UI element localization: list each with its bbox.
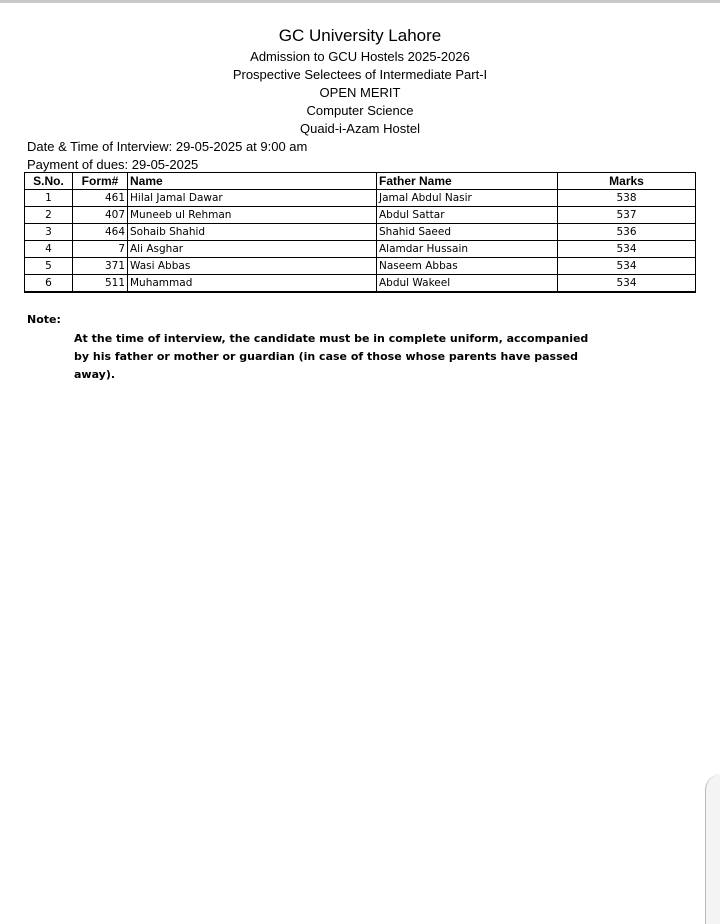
cell-sno: 5	[25, 258, 73, 275]
cell-sno: 6	[25, 275, 73, 293]
cell-marks: 538	[558, 190, 696, 207]
header-sno: S.No.	[25, 173, 73, 190]
cell-father-name: Abdul Wakeel	[377, 275, 558, 293]
admission-heading: Admission to GCU Hostels 2025-2026	[250, 49, 470, 64]
cell-form: 461	[73, 190, 128, 207]
table-header-row	[25, 173, 696, 190]
cell-father-name: Jamal Abdul Nasir	[377, 190, 558, 207]
top-border	[0, 0, 720, 3]
cell-name: Hilal Jamal Dawar	[128, 190, 377, 207]
cell-form: 407	[73, 207, 128, 224]
cell-name: Wasi Abbas	[128, 258, 377, 275]
header-marks: Marks	[558, 173, 696, 190]
table-row	[25, 275, 696, 293]
cell-name: Muhammad	[128, 275, 377, 293]
prospective-heading: Prospective Selectees of Intermediate Part-I	[232, 67, 488, 82]
cell-sno: 4	[25, 241, 73, 258]
page-curl	[705, 774, 720, 924]
cell-sno: 3	[25, 224, 73, 241]
table-row	[25, 207, 696, 224]
cell-marks: 534	[558, 241, 696, 258]
header-name: Name	[128, 173, 377, 190]
cell-father-name: Alamdar Hussain	[377, 241, 558, 258]
cell-sno: 2	[25, 207, 73, 224]
cell-marks: 536	[558, 224, 696, 241]
header-father-name: Father Name	[377, 173, 558, 190]
cell-father-name: Abdul Sattar	[377, 207, 558, 224]
cell-name: Ali Asghar	[128, 241, 377, 258]
payment-date: Payment of dues: 29-05-2025	[27, 157, 199, 172]
cell-name: Muneeb ul Rehman	[128, 207, 377, 224]
university-title: GC University Lahore	[278, 26, 442, 45]
cell-father-name: Naseem Abbas	[377, 258, 558, 275]
hostel-heading: Quaid-i-Azam Hostel	[300, 121, 420, 136]
cell-marks: 534	[558, 275, 696, 293]
cell-marks: 534	[558, 258, 696, 275]
table-row	[25, 190, 696, 207]
note-label: Note:	[27, 313, 61, 326]
table-row	[25, 224, 696, 241]
table-row	[25, 258, 696, 275]
cell-form: 371	[73, 258, 128, 275]
cell-form: 464	[73, 224, 128, 241]
header-form: Form#	[73, 173, 128, 190]
cell-form: 511	[73, 275, 128, 293]
selectees-table	[24, 172, 696, 293]
table-row	[25, 241, 696, 258]
note-text: At the time of interview, the candidate must be in complete uniform, accompanied by his father or mother or guardian (in case of those whose parents have passed away).	[74, 332, 589, 381]
cell-name: Sohaib Shahid	[128, 224, 377, 241]
interview-datetime: Date & Time of Interview: 29-05-2025 at 9:00 am	[27, 139, 308, 154]
program-heading: Computer Science	[306, 103, 414, 118]
cell-sno: 1	[25, 190, 73, 207]
cell-marks: 537	[558, 207, 696, 224]
merit-heading: OPEN MERIT	[319, 85, 401, 100]
cell-father-name: Shahid Saeed	[377, 224, 558, 241]
cell-form: 7	[73, 241, 128, 258]
